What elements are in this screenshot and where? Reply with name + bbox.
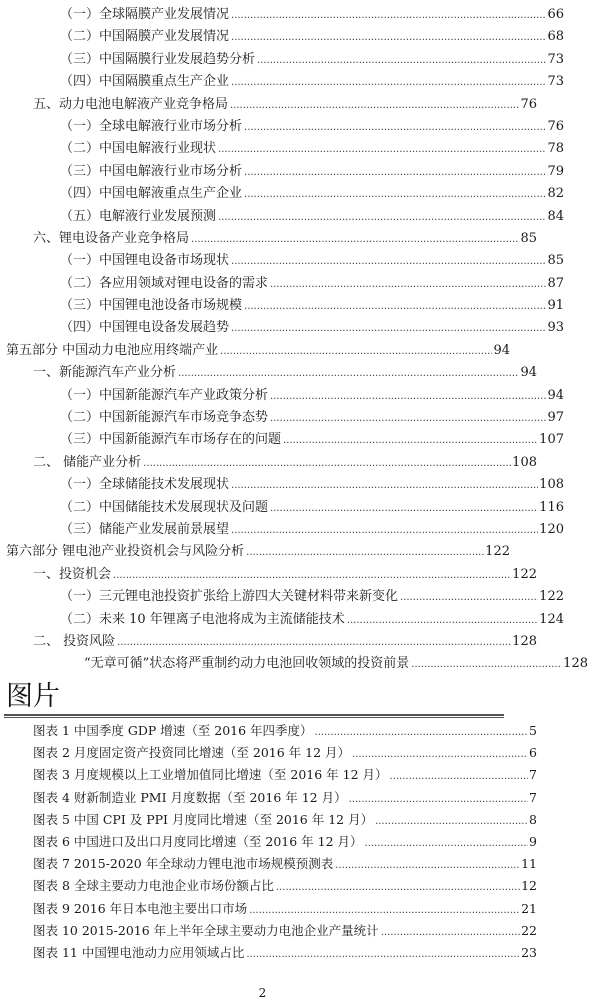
toc-entry-label: 五、动力电池电解液产业竞争格局	[33, 96, 229, 112]
toc-entry[interactable]	[0, 138, 564, 160]
toc-entry-label: 第六部分 锂电池产业投资机会与风险分析	[6, 544, 245, 560]
page-number: 2	[258, 986, 267, 1000]
toc-entry-label: 一、新能源汽车产业分析	[33, 365, 177, 381]
figure-entry-label: 图表 6 中国进口及出口月度同比增速（至 2016 年 12 月）	[33, 833, 363, 849]
toc-entry-label: 二、 储能产业分析	[33, 454, 142, 470]
toc-entry-page: 124	[539, 611, 564, 627]
dot-leader	[257, 50, 546, 72]
figure-entry-page: 23	[521, 944, 537, 960]
figure-entry-page: 9	[529, 833, 537, 849]
figure-entry-label: 图表 5 中国 CPI 及 PPI 月度同比增速（至 2016 年 12 月）	[33, 811, 374, 827]
toc-entry-label: 二、 投资风险	[33, 633, 116, 649]
toc-entry-label: “无章可循”状态将严重制约动力电池回收领域的投资前景	[84, 656, 410, 672]
figure-entry[interactable]	[0, 898, 537, 920]
toc-entry-label: 一、投资机会	[33, 566, 112, 582]
toc-entry-label: （五）电解液行业发展预测	[60, 208, 217, 224]
toc-entry[interactable]	[0, 49, 564, 71]
toc-entry[interactable]	[0, 71, 564, 93]
toc-entry-label: （二）中国隔膜产业发展情况	[60, 29, 230, 45]
toc-entry-label: （一）全球隔膜产业发展情况	[60, 7, 230, 22]
dot-leader	[270, 386, 546, 408]
dot-leader	[365, 833, 529, 855]
toc-entry-page: 91	[547, 298, 564, 314]
figure-entry[interactable]	[0, 875, 537, 897]
toc-entry-page: 128	[512, 633, 537, 649]
toc-entry[interactable]	[0, 183, 564, 205]
toc-entry-page: 108	[512, 454, 537, 470]
toc-entry[interactable]	[0, 94, 537, 116]
dot-leader	[244, 184, 546, 206]
toc-entry-page: 85	[547, 253, 564, 269]
toc-entry[interactable]	[0, 474, 564, 496]
toc-entry-page: 73	[547, 74, 564, 90]
dot-leader	[143, 453, 511, 475]
dot-leader	[246, 944, 520, 966]
toc-entry-label: （一）全球储能技术发展现状	[60, 477, 230, 493]
toc-entry-label: （二）中国电解液行业现状	[60, 141, 217, 157]
dot-leader	[270, 498, 538, 520]
toc-entry-label: （四）中国电解液重点生产企业	[60, 186, 243, 202]
figure-entry-label: 图表 10 2015-2016 年上半年全球主要动力电池企业产量统计	[33, 922, 379, 938]
toc-entry[interactable]	[0, 519, 564, 541]
dot-leader	[246, 542, 484, 564]
figure-entry-label: 图表 2 月度固定资产投资同比增速（至 2016 年 12 月）	[33, 745, 351, 761]
toc-entry-page: 107	[539, 432, 564, 448]
toc-entry-label: （二）各应用领域对锂电设备的需求	[60, 275, 269, 291]
dot-leader	[249, 900, 520, 922]
figure-entry-label: 图表 3 月度规模以上工业增加值同比增速（至 2016 年 12 月）	[33, 767, 388, 783]
toc-entry-page: 87	[547, 275, 564, 291]
dot-leader	[117, 632, 511, 654]
toc-entry[interactable]	[0, 497, 564, 519]
dot-leader	[315, 722, 529, 744]
dot-leader	[231, 27, 546, 49]
toc-entry-label: （二）中国储能技术发展现状及问题	[60, 499, 269, 515]
toc-entry[interactable]	[0, 116, 564, 138]
toc-entry[interactable]	[0, 4, 564, 26]
toc-entry[interactable]	[0, 586, 564, 608]
table-of-contents	[0, 4, 600, 676]
figure-entry-page: 7	[529, 789, 537, 805]
toc-entry-page: 94	[493, 342, 510, 358]
toc-entry-page: 68	[547, 29, 564, 45]
toc-entry[interactable]	[0, 407, 564, 429]
toc-entry-label: 第五部分 中国动力电池应用终端产业	[6, 342, 219, 358]
dot-leader	[352, 744, 528, 766]
toc-entry[interactable]	[0, 429, 564, 451]
toc-entry-page: 94	[547, 387, 564, 403]
figure-entry-page: 21	[521, 900, 537, 916]
dot-leader	[244, 117, 546, 139]
dot-leader	[231, 251, 546, 273]
toc-entry-label: （三）中国新能源汽车市场存在的问题	[60, 432, 282, 448]
dot-leader	[231, 475, 538, 497]
toc-entry-label: （一）中国锂电设备市场现状	[60, 253, 230, 269]
toc-entry[interactable]	[0, 362, 537, 384]
toc-entry-page: 78	[547, 141, 564, 157]
toc-entry-label: （二）中国新能源汽车市场竞争态势	[60, 410, 269, 426]
toc-entry[interactable]	[0, 541, 510, 563]
toc-entry-page: 120	[539, 521, 564, 537]
dot-leader	[178, 363, 519, 385]
dot-leader	[283, 430, 538, 452]
figure-list	[0, 720, 600, 964]
figure-entry-page: 6	[529, 745, 537, 761]
dot-leader	[244, 162, 546, 184]
dot-leader	[218, 207, 546, 229]
toc-entry-label: （三）储能产业发展前景展望	[60, 521, 230, 537]
figure-entry[interactable]	[0, 720, 537, 742]
toc-entry[interactable]	[0, 295, 564, 317]
dot-leader	[191, 229, 519, 251]
toc-entry[interactable]	[0, 317, 564, 339]
figure-entry-label: 图表 4 财新制造业 PMI 月度数据（至 2016 年 12 月）	[33, 789, 347, 805]
dot-leader	[113, 565, 511, 587]
toc-entry[interactable]	[0, 385, 564, 407]
toc-entry-page: 122	[512, 566, 537, 582]
dot-leader	[347, 610, 538, 632]
figure-entry-page: 7	[529, 767, 537, 783]
figure-entry-label: 图表 1 中国季度 GDP 增速（至 2016 年四季度）	[33, 723, 313, 738]
toc-entry-label: （三）中国隔膜行业发展趋势分析	[60, 51, 256, 67]
double-rule-bottom	[4, 717, 504, 718]
dot-leader	[381, 922, 520, 944]
toc-entry[interactable]	[0, 631, 537, 653]
figures-section-title: 图片	[6, 681, 60, 712]
toc-entry[interactable]	[0, 206, 564, 228]
toc-entry[interactable]	[0, 26, 564, 48]
toc-entry-page: 82	[547, 186, 564, 202]
toc-entry[interactable]	[0, 653, 588, 675]
dot-leader	[231, 520, 538, 542]
toc-entry-label: （四）中国隔膜重点生产企业	[60, 74, 230, 90]
toc-entry-label: （一）三元锂电池投资扩张给上游四大关键材料带来新变化	[60, 589, 399, 605]
toc-entry-page: 73	[547, 51, 564, 67]
dot-leader	[270, 274, 546, 296]
figure-entry-label: 图表 8 全球主要动力电池企业市场份额占比	[33, 878, 274, 894]
toc-entry[interactable]	[0, 250, 564, 272]
toc-entry[interactable]	[0, 340, 510, 362]
figure-entry-page: 5	[529, 723, 537, 738]
toc-entry-label: （三）中国电解液行业市场分析	[60, 163, 243, 179]
toc-entry-page: 122	[485, 544, 510, 560]
figure-entry[interactable]	[0, 787, 537, 809]
toc-entry-page: 85	[520, 230, 537, 246]
toc-entry-page: 84	[547, 208, 564, 224]
dot-leader	[349, 789, 528, 811]
dot-leader	[231, 5, 546, 27]
toc-entry-page: 116	[539, 499, 564, 515]
toc-entry-page: 93	[547, 320, 564, 336]
dot-leader	[244, 296, 546, 318]
dot-leader	[230, 95, 519, 117]
figure-entry[interactable]	[0, 942, 537, 964]
dot-leader	[375, 811, 528, 833]
toc-entry-label: （二）未来 10 年锂离子电池将成为主流储能技术	[60, 611, 345, 627]
toc-entry-label: （一）全球电解液行业市场分析	[60, 118, 243, 134]
dot-leader	[218, 139, 546, 161]
figure-entry-page: 11	[521, 856, 537, 872]
toc-entry-label: （三）中国锂电池设备市场规模	[60, 298, 243, 314]
dot-leader	[231, 318, 546, 340]
toc-entry[interactable]	[0, 452, 537, 474]
dot-leader	[276, 877, 520, 899]
toc-entry[interactable]	[0, 564, 537, 586]
figure-entry-label: 图表 11 中国锂电池动力应用领域占比	[33, 944, 245, 960]
toc-entry-page: 128	[563, 656, 588, 672]
toc-entry[interactable]	[0, 228, 537, 250]
dot-leader	[270, 408, 546, 430]
toc-entry-label: 六、锂电设备产业竞争格局	[33, 230, 190, 246]
toc-entry-page: 97	[547, 410, 564, 426]
toc-entry-page: 76	[520, 96, 537, 112]
toc-entry-page: 79	[547, 163, 564, 179]
double-rule-top	[4, 714, 504, 716]
toc-entry[interactable]	[0, 161, 564, 183]
figure-entry[interactable]	[0, 764, 537, 786]
figure-entry[interactable]	[0, 920, 537, 942]
toc-entry-page: 66	[547, 7, 564, 22]
toc-entry-label: （四）中国锂电设备发展趋势	[60, 320, 230, 336]
figure-entry[interactable]	[0, 742, 537, 764]
toc-entry-page: 108	[539, 477, 564, 493]
dot-leader	[390, 766, 529, 788]
figure-entry-label: 图表 7 2015-2020 年全球动力锂电池市场规模预测表	[33, 856, 334, 872]
toc-entry[interactable]	[0, 273, 564, 295]
figure-entry[interactable]	[0, 853, 537, 875]
figure-entry-page: 12	[521, 878, 537, 894]
figure-entry[interactable]	[0, 809, 537, 831]
toc-entry-page: 94	[520, 365, 537, 381]
dot-leader	[411, 654, 562, 676]
toc-entry-page: 122	[539, 589, 564, 605]
toc-entry-label: （一）中国新能源汽车产业政策分析	[60, 387, 269, 403]
dot-leader	[400, 587, 538, 609]
figure-entry[interactable]	[0, 831, 537, 853]
dot-leader	[231, 72, 546, 94]
figure-entry-label: 图表 9 2016 年日本电池主要出口市场	[33, 900, 248, 916]
figure-entry-page: 22	[521, 922, 537, 938]
toc-entry-page: 76	[547, 118, 564, 134]
figure-entry-page: 8	[529, 811, 537, 827]
toc-entry[interactable]	[0, 609, 564, 631]
dot-leader	[220, 341, 492, 363]
dot-leader	[335, 855, 520, 877]
